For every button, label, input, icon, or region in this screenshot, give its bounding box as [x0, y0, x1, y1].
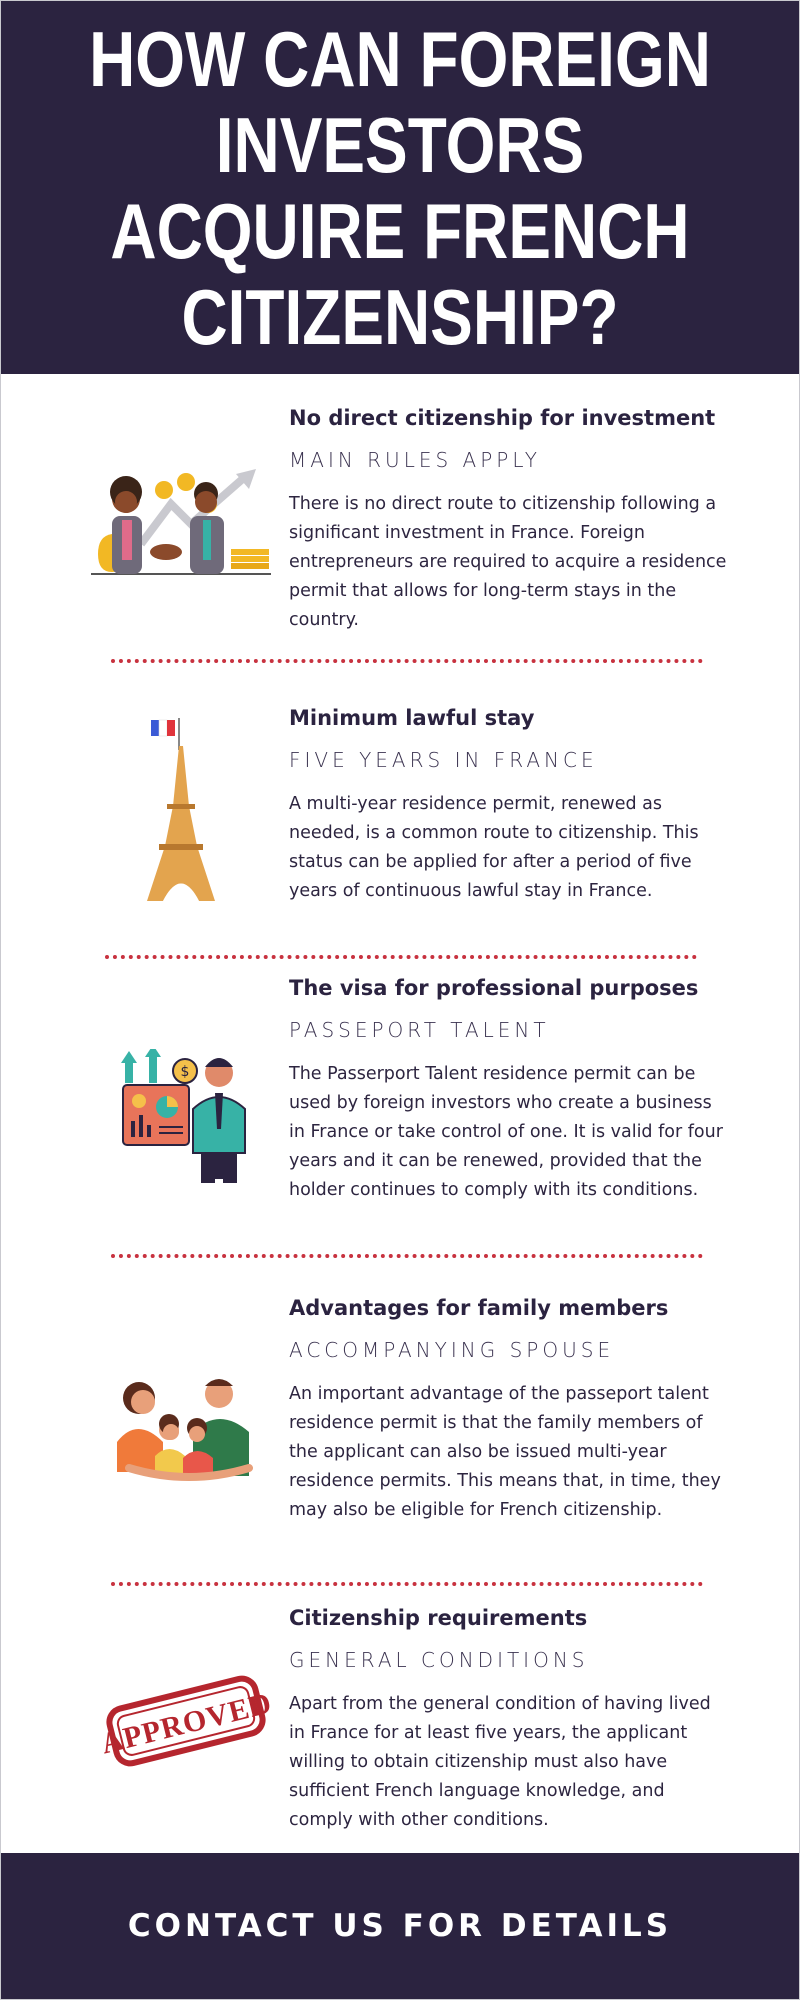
- section-body: There is no direct route to citizenship following a significant investment in France. Foreign entrepreneurs are required to acquire a residence permit that allows for long-term stays in the country.: [289, 494, 727, 630]
- section-body: A multi-year residence permit, renewed as needed, is a common route to citizenship. This status can be applied for after a period of five years of continuous lawful stay in France.: [289, 794, 699, 901]
- section-text: [289, 704, 729, 906]
- section-title: No direct citizenship for investment: [289, 406, 716, 430]
- section-title: Minimum lawful stay: [289, 706, 535, 730]
- svg-text:$: $: [180, 1064, 190, 1080]
- section-title: The visa for professional purposes: [289, 976, 699, 1000]
- section-body: The Passerport Talent residence permit can be used by foreign investors who create a business in France or take control of one. It is valid for four years and it can be renewed, provided that the holder continues to comply with its conditions.: [289, 1064, 723, 1200]
- page-title: HOW CAN FOREIGN INVESTORS ACQUIRE FRENCH CITIZENSHIP?: [89, 14, 711, 361]
- section-subtitle: ACCOMPANYING SPOUSE: [289, 1338, 615, 1362]
- dotted-divider: [111, 1254, 703, 1258]
- section-text: [289, 1294, 729, 1525]
- approved-stamp-icon: [101, 1671, 271, 1775]
- svg-text:APPROVED: APPROVED: [101, 1686, 271, 1761]
- section-subtitle: PASSEPORT TALENT: [289, 1018, 550, 1042]
- section-text: [289, 974, 729, 1205]
- section-subtitle: MAIN RULES APPLY: [289, 448, 542, 472]
- dotted-divider: [111, 659, 703, 663]
- dotted-divider: [111, 1582, 703, 1586]
- businessman-charts-icon: [119, 1049, 264, 1188]
- section-title: Advantages for family members: [289, 1296, 669, 1320]
- header-banner: [1, 1, 799, 374]
- footer-banner: [1, 1853, 799, 1999]
- section-subtitle: GENERAL CONDITIONS: [289, 1648, 589, 1672]
- section-text: [289, 404, 729, 635]
- contact-cta[interactable]: CONTACT US FOR DETAILS: [127, 1908, 673, 1944]
- section-body: Apart from the general condition of having lived in France for at least five years, the applicant willing to obtain citizenship must also have sufficient French language knowledge, and comply with other conditions.: [289, 1694, 711, 1830]
- section-body: An important advantage of the passeport talent residence permit is that the family members of the applicant can also be issued multi-year residence permits. This means that, in time, they may also be eligible for French citizenship.: [289, 1384, 721, 1520]
- family-icon: [109, 1372, 269, 1486]
- dotted-divider: [105, 955, 697, 959]
- section-subtitle: FIVE YEARS IN FRANCE: [289, 748, 598, 772]
- handshake-investment-icon: [86, 464, 276, 588]
- eiffel-tower-icon: [131, 716, 231, 910]
- section-text: [289, 1604, 729, 1835]
- section-title: Citizenship requirements: [289, 1606, 588, 1630]
